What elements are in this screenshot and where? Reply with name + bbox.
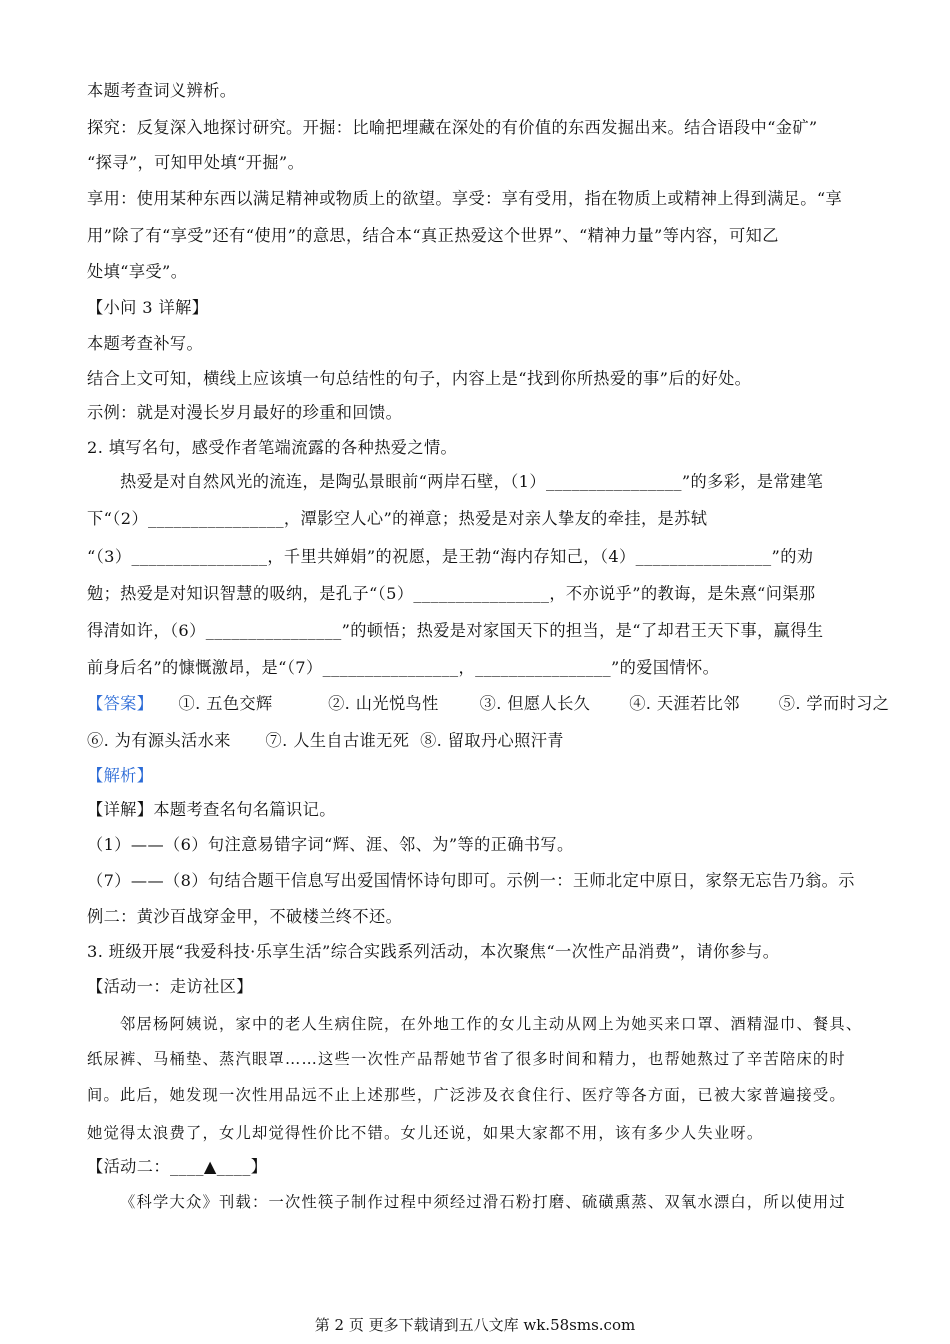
- analysis-detail: 【详解】本题考查名句名篇识记。: [87, 800, 336, 819]
- answer-item: ③. 但愿人长久: [479, 694, 591, 713]
- q3-intro: 本题考查补写。: [87, 334, 204, 353]
- answer-item: ①. 五色交辉: [178, 694, 273, 713]
- answer-item: ②. 山光悦鸟性: [328, 694, 439, 713]
- answer-item: ⑤. 学而时习之: [778, 694, 890, 713]
- q2-intro: 本题考查词义辨析。: [87, 81, 237, 100]
- analysis-note3: 例二：黄沙百战穿金甲，不破楼兰终不还。: [87, 907, 403, 926]
- question2-passage-line2: 下“（2）________________，潭影空人心”的禅意；热爱是对亲人挚友的牵挂，是苏轼: [87, 509, 708, 528]
- question2-passage-line4: 勉；热爱是对知识智慧的吸纳，是孔子“（5）________________，不亦说乎”的教诲，是朱熹“问渠那: [87, 584, 816, 603]
- q2-enjoy-line1: 享用：使用某种东西以满足精神或物质上的欲望。享受：享有受用，指在物质上或精神上得到满足。“享: [87, 189, 843, 208]
- q2-enjoy-line3: 处填“享受”。: [87, 262, 188, 281]
- q3-heading: 【小问 3 详解】: [87, 298, 209, 317]
- activity1-line4: 她觉得太浪费了，女儿却觉得性价比不错。女儿还说，如果大家都不用，该有多少人失业呀。: [87, 1124, 764, 1142]
- activity1-line2: 纸尿裤、马桶垫、蒸汽眼罩……这些一次性产品帮她节省了很多时间和精力，也帮她熬过了辛苦陪床的时: [87, 1050, 846, 1068]
- question3-title: 3. 班级开展“我爱科技·乐享生活”综合实践系列活动，本次聚焦“一次性产品消费”，请你参与。: [87, 942, 780, 961]
- answer-item: ⑧. 留取丹心照汗青: [420, 731, 564, 750]
- answer-item: ④. 天涯若比邻: [629, 694, 740, 713]
- activity1-heading: 【活动一：走访社区】: [87, 977, 253, 996]
- activity2-prefix: 【活动二：: [87, 1157, 170, 1176]
- activity2-line1: 《科学大众》刊载：一次性筷子制作过程中须经过滑石粉打磨、硫磺熏蒸、双氧水漂白，所以使用过: [120, 1193, 846, 1211]
- q2-explore-line2: “探寻”，可知甲处填“开掘”。: [87, 153, 305, 172]
- question2-passage-line6: 前身后名”的慷慨激昂，是“（7）________________，________________”的爱国情怀。: [87, 658, 720, 677]
- answer-row-1: [87, 693, 889, 715]
- activity2-suffix: 】: [250, 1157, 268, 1176]
- question2-passage-line1: 热爱是对自然风光的流连，是陶弘景眼前“两岸石壁，（1）________________”的多彩，是常建笔: [120, 472, 824, 491]
- q2-enjoy-line2: 用”除了有“享受”还有“使用”的意思，结合本“真正热爱这个世界”、“精神力量”等内容，可知乙: [87, 226, 779, 245]
- question2-title: 2. 填写名句，感受作者笔端流露的各种热爱之情。: [87, 438, 458, 457]
- q3-example: 示例：就是对漫长岁月最好的珍重和回馈。: [87, 403, 403, 422]
- activity2-heading: [87, 1156, 267, 1178]
- question2-passage-line3: “（3）________________，千里共婵娟”的祝愿，是王勃“海内存知己，（4）________________”的劝: [87, 547, 814, 566]
- answer-row-2: [87, 730, 564, 752]
- q2-explore-line1: 探究：反复深入地探讨研究。开掘：比喻把埋藏在深处的有价值的东西发掘出来。结合语段中“金矿”: [87, 118, 818, 137]
- analysis-note2: （7）——（8）句结合题干信息写出爱国情怀诗句即可。示例一：王师北定中原日，家祭无忘告乃翁。示: [87, 871, 855, 890]
- analysis-note1: （1）——（6）句注意易错字词“辉、涯、邻、为”等的正确书写。: [87, 835, 574, 854]
- activity1-line3: 间。此后，她发现一次性用品远不止上述那些，广泛涉及衣食住行、医疗等各方面，已被大家普遍接受。: [87, 1086, 846, 1104]
- answer-item: ⑦. 人生自古谁无死: [265, 731, 410, 750]
- q3-line1: 结合上文可知，横线上应该填一句总结性的句子，内容上是“找到你所热爱的事”后的好处。: [87, 369, 752, 388]
- page-footer: 第 2 页 更多下载请到五八文库 wk.58sms.com: [314, 1316, 636, 1334]
- activity2-blank: ____▲____: [169, 1157, 251, 1176]
- answer-item: ⑥. 为有源头活水来: [87, 731, 231, 750]
- answer-label: 【答案】: [87, 694, 154, 713]
- activity1-line1: 邻居杨阿姨说，家中的老人生病住院，在外地工作的女儿主动从网上为她买来口罩、酒精湿巾、餐具、: [120, 1015, 863, 1033]
- analysis-label: 【解析】: [87, 766, 154, 785]
- question2-passage-line5: 得清如许，（6）________________”的顿悟；热爱是对家国天下的担当，是“了却君王天下事，赢得生: [87, 621, 824, 640]
